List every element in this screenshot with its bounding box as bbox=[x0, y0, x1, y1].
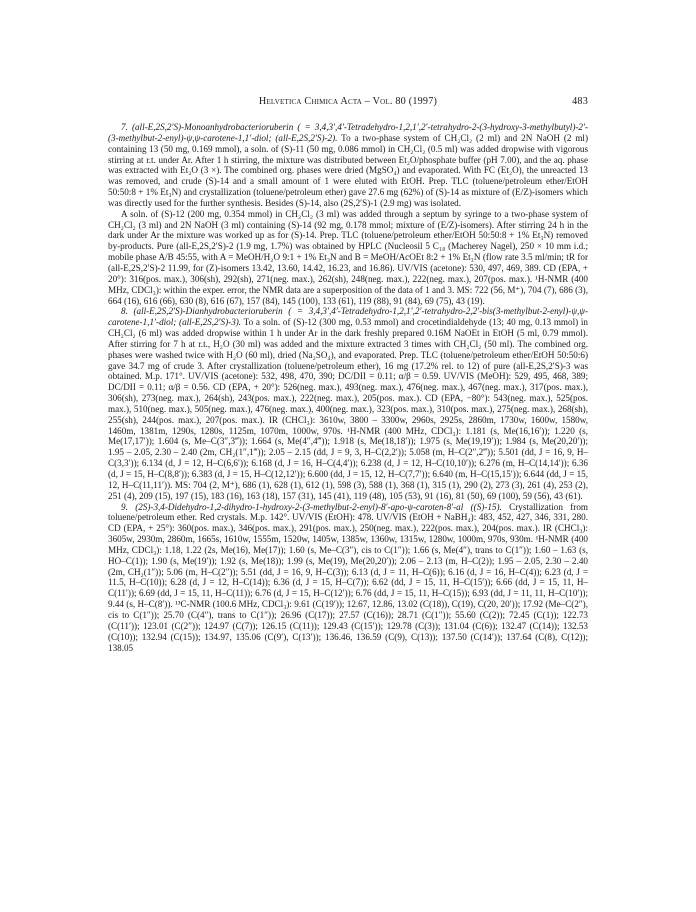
compound-title: 7. (all-E,2S,2′S)-Monoanhydrobacterioruberin ( = 3,4,3′,4′-Tetradehydro-1,2,1′,2′-tetrahydro-2-(3-hydroxy-3-methylbutyl)-2′-(3-methylbut-2-enyl)-ψ,ψ-carotene-1,1′-diol; (all-E,2S,2′S)-2). bbox=[108, 122, 588, 143]
article-body bbox=[108, 122, 588, 653]
paragraph-text: A soln. of (S)-12 (200 mg, 0.354 mmol) in CH₂Cl₂ (3 ml) was added through a septum by syringe to a two-phase system of CH₂Cl₂ (3 ml) and 2N NaOH (3 ml) containing (S)-14 (92 mg, 0.178 mmol; mixture of (E/Z)-isomers). After stirring 24 h in the dark under Ar the mixture was worked up as for (S)-14. Prep. TLC (toluene/petroleum ether/EtOH 50:50:8 + 1% Et₃N) removed by-products. Pure (all-E,2S,2′S)-2 (1.9 mg, 1.7%) was obtained by HPLC (Nucleosil 5 C₁₈ (Macherey Nagel), 250 × 10 mm i.d.; mobile phase A/B 45:55, with A = MeOH/H₂O 9:1 + 1% Et₃N and B = MeOH/AcOEt 8:2 + 1% Et₃N (flow rate 3.5 ml/min; tR for (all-E,2S,2′S)-2 11.99, for (Z)-isomers 13.42, 13.60, 14.42, 16.23, and 16.86). UV/VIS (acetone): 530, 497, 469, 389. CD (EPA, + 20°): 316(pos. max.), 306(sh), 292(sh), 271(neg. max.), 262(sh), 248(neg. max.), 222(neg. max.), 207(pos. max.). ¹H-NMR (400 MHz, CDCl₃): within the exper. error, the NMR data are a superposition of the data of 1 and 3. MS: 722 (56, M⁺), 704 (7), 686 (3), 664 (16), 616 (66), 630 (8), 616 (67), 157 (84), 145 (100), 133 (61), 119 (88), 91 (84), 69 (75), 43 (19). bbox=[108, 208, 588, 306]
paragraph-text: To a two-phase system of CH₂Cl₂ (2 ml) and 2N NaOH (2 ml) containing 13 (50 mg, 0.169 mmol), a soln. of (S)-11 (50 mg, 0.086 mmol) in CH₂Cl₂ (0.5 ml) was added dropwise with vigorous stirring at r.t. under Ar. After 1 h stirring, the mixture was distributed between Et₂O/phosphate buffer (pH 7.00), and the aq. phase was extracted with Et₂O (3 ×). The combined org. phases were dried (MgSO₄) and evaporated. With FC (Et₂O), the unreacted 13 was removed, and crude (S)-14 and a small amount of 1 were eluted with EtOH. Prep. TLC (toluene/petroleum ether/EtOH 50:50:8 + 1% Et₃N) and crystallization (toluene/petroleum ether) gave 27.6 mg (62%) of (S)-14 as mixture of (E/Z)-isomers which was directly used for the further synthesis. Besides (S)-14, also (2S,2′S)-1 (2.9 mg) was isolated. bbox=[108, 132, 588, 208]
compound-title: 9. (2S)-3,4-Didehydro-1,2-dihydro-1-hydroxy-2-(3-methylbut-2-enyl)-8′-apo-ψ-caroten-8′-al ((S)-15). bbox=[121, 501, 502, 512]
paragraph-text: Crystallization from toluene/petroleum ether. Red crystals. M.p. 142°. UV/VIS (EtOH): 478. UV/VIS (EtOH + NaBH₄): 483, 452, 427, 346, 331, 280. CD (EPA, + 25°): 360(pos. max.), 346(pos. max.), 291(pos. max.), 250(neg. max.), 222(pos. max.), 204(pos. max.). IR (CHCl₃): 3605w, 2930m, 2860m, 1665s, 1610w, 1555m, 1520w, 1405w, 1385w, 1360w, 1315w, 1280w, 1000m, 970s, 930m. ¹H-NMR (400 MHz, CDCl₃): 1.18, 1.22 (2s, Me(16), Me(17)); 1.60 (s, Me–C(3″), cis to C(1″)); 1.66 (s, Me(4″), trans to C(1″)); 1.60 – 1.63 (s, HO–C(1)); 1.90 (s, Me(19′)); 1.92 (s, Me(18)); 1.99 (s, Me(19), Me(20,20′)); 2.06 – 2.13 (m, H–C(2)); 1.95 – 2.05, 2.30 – 2.40 (2m, CH₂(1″)); 5.06 (m, H–C(2″)); 5.51 (dd, J = 16, 9, H–C(3)); 6.13 (d, J = 11, H–C(6)); 6.16 (d, J = 16, H–C(4)); 6.23 (d, J = 11.5, H–C(10)); 6.28 (d, J = 12, H–C(14)); 6.36 (d, J = 15, H–C(7)); 6.62 (dd, J = 15, 11, H–C(15′)); 6.66 (dd, J = 15, 11, H–C(11′)); 6.69 (dd, J = 15, 11, H–C(11)); 6.76 (d, J = 15, H–C(12′)); 6.76 (dd, J = 15, 11, H–C(15)); 6.93 (dd, J = 11, 11, H–C(10′)); 9.44 (s, H–C(8′)). ¹³C-NMR (100.6 MHz, CDCl₃): 9.61 (C(19′)); 12.67, 12.86, 13.02 (C(18)), C(19), C(20, 20′)); 17.92 (Me–C(2″), cis to C(1″)); 25.70 (C(4″), trans to C(1″)); 26.96 (C(17)); 27.57 (C(16)); 28.71 (C(1″)); 55.60 (C(2)); 72.45 (C(1)); 122.73 (C(11′)); 123.01 (C(2″)); 124.97 (C(7)); 126.15 (C(11)); 129.43 (C(15′)); 129.78 (C(3)); 131.04 (C(6)); 132.47 (C(14)); 132.53 (C(10)); 132.94 (C(15)); 134.97, 135.06 (C(9′), C(13′)); 136.46, 136.59 (C(9), C(13)); 137.50 (C(14′)); 137.64 (C(8), C(12)); 138.05 bbox=[108, 501, 589, 653]
journal-title: Helvetica Chimica Acta – Vol. 80 (1997) bbox=[258, 96, 438, 107]
paragraph-7-continued bbox=[108, 209, 588, 307]
paragraph-7 bbox=[108, 122, 588, 209]
paragraph-8 bbox=[108, 306, 588, 501]
page-number: 483 bbox=[572, 96, 588, 107]
paragraph-text: To a soln. of (S)-12 (300 mg, 0.53 mmol) and crocetindialdehyde (13; 40 mg, 0.13 mmol) in CH₂Cl₂ (6 ml) was added dropwise within 1 h under Ar in the dark freshly prepared 0.16M NaOEt in EtOH (5 ml, 0.79 mmol). After stirring for 7 h at r.t., H₂O (30 ml) was added and the mixture extracted 3 times with CH₂Cl₂ (50 ml). The combined org. phases were washed twice with H₂O (60 ml), dried (Na₂SO₄), and evaporated. Prep. TLC (toluene/petroleum ether/EtOH 50:50:6) gave 34.7 mg of crude 3. After crystallization (toluene/petroleum ether), 16 mg (17.2% rel. to 12) of pure (all-E,2S,2′S)-3 was obtained. M.p. 171°. UV/VIS (acetone): 532, 498, 470, 390; DC/DII = 0.11; α/β = 0.59. UV/VIS (MeOH): 529, 495, 468, 389; DC/DII = 0.11; α/β = 0.56. CD (EPA, + 20°): 526(neg. max.), 493(neg. max.), 476(neg. max.), 467(neg. max.), 317(pos. max.), 306(sh), 273(neg. max.), 264(sh), 243(pos. max.), 222(neg. max.), 205(pos. max.). CD (EPA, −80°): 543(neg. max.), 525(pos. max.), 510(neg. max.), 505(neg. max.), 476(neg. max.), 400(neg. max.), 323(pos. max.), 310(pos. max.), 275(neg. max.), 268(sh), 255(sh), 244(pos. max.), 207(pos. max.). IR (CHCl₃): 3610w, 3800 – 3300w, 2960s, 2925s, 2860m, 1730w, 1600w, 1580w, 1460m, 1381m, 1290s, 1280s, 1125m, 1070m, 1000w, 970s. ¹H-NMR (400 MHz, CDCl₃): 1.181 (s, Me(16,16′)); 1.220 (s, Me(17,17′)); 1.604 (s, Me–C(3″,3‴)); 1.664 (s, Me(4″,4‴)); 1.918 (s, Me(18,18′)); 1.975 (s, Me(19,19′)); 1.984 (s, Me(20,20′)); 1.95 – 2.05, 2.30 – 2.40 (2m, CH₂(1″,1‴)); 2.05 – 2.15 (dd, J = 9, 3, H–C(2,2′)); 5.058 (m, H–C(2″,2‴)); 5.501 (dd, J = 16, 9, H–C(3,3′)); 6.134 (d, J = 12, H–C(6,6′)); 6.168 (d, J = 16, H–C(4,4′)); 6.238 (d, J = 12, H–C(10,10′)); 6.276 (m, H–C(14,14′)); 6.36 (d, J = 15, H–C(8,8′)); 6.383 (d, J = 15, H–C(12,12′)); 6.600 (dd, J = 15, 12, H–C(7,7′)); 6.640 (m, H–C(15,15′)); 6.644 (dd, J = 15, 12, H–C(11,11′)). MS: 704 (2, M⁺), 686 (1), 628 (1), 612 (1), 598 (3), 588 (1), 368 (1), 315 (1), 290 (2), 273 (3), 261 (4), 253 (2), 251 (4), 209 (15), 197 (15), 183 (16), 163 (18), 157 (31), 145 (41), 119 (48), 105 (53), 91 (16), 81 (50), 69 (100), 59 (56), 43 (61). bbox=[108, 317, 588, 501]
running-header bbox=[108, 96, 588, 110]
paragraph-9 bbox=[108, 502, 588, 654]
compound-title: 8. (all-E,2S,2′S)-Dianhydrobacterioruberin ( = 3,4,3′,4′-Tetradehydro-1,2,1′,2′-tetrahydro-2,2′-bis(3-methylbut-2-enyl)-ψ,ψ-carotene-1,1′-diol; (all-E,2S,2′S)-3). bbox=[108, 306, 588, 328]
